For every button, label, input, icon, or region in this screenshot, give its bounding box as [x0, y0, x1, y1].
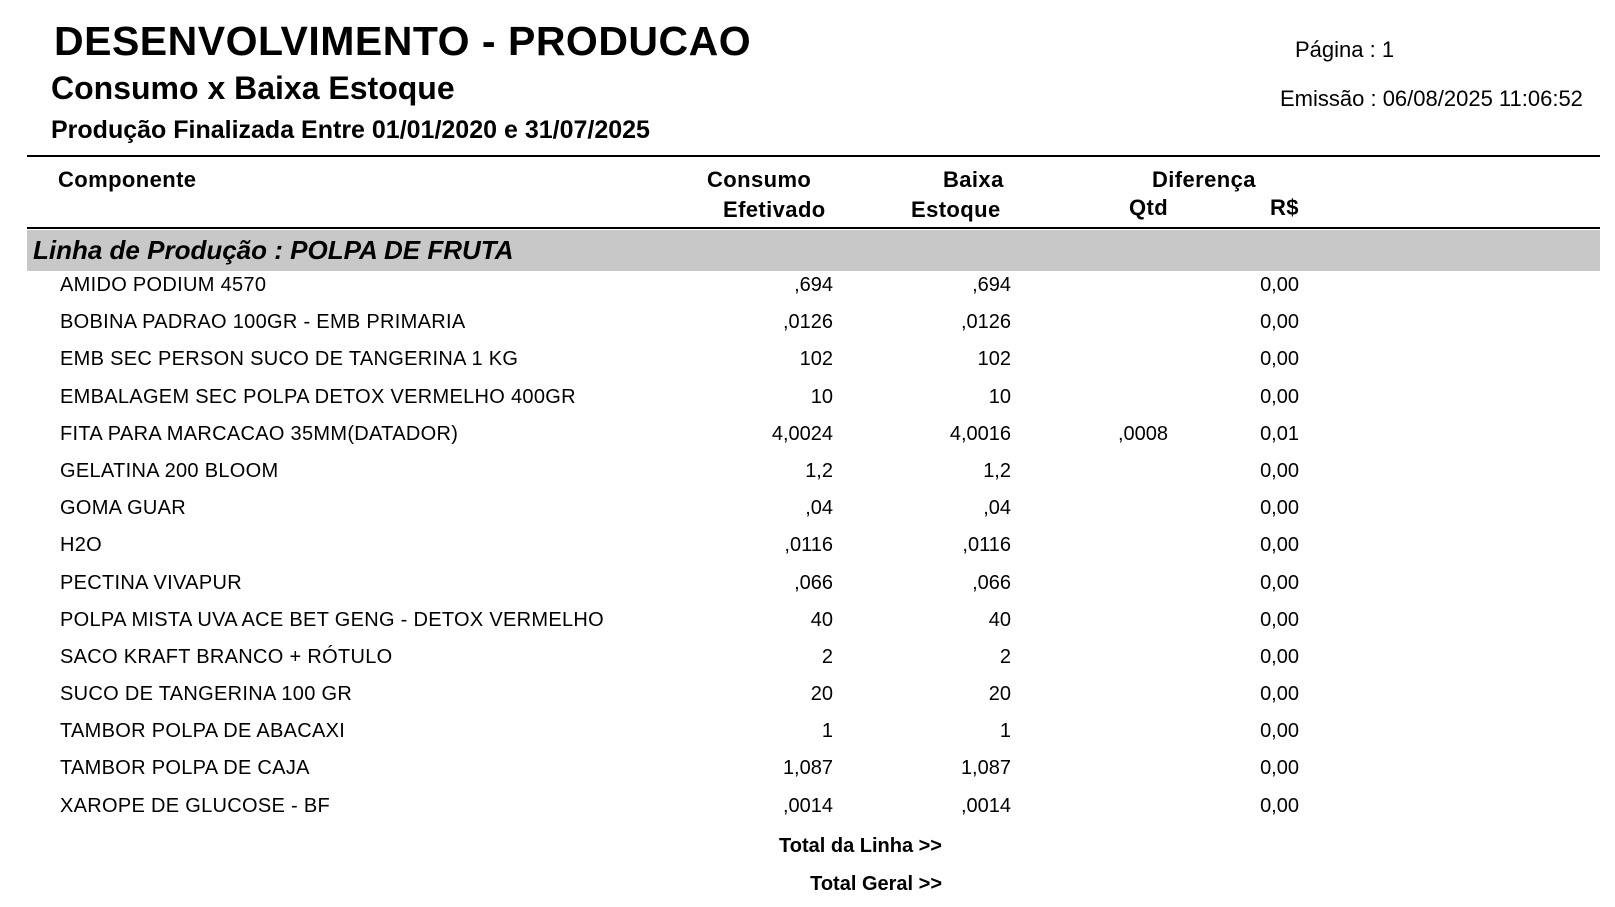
cell-consumo: 2 [821, 645, 833, 668]
table-row [0, 603, 1615, 640]
cell-consumo: 20 [810, 683, 833, 706]
cell-rs: 0,00 [1260, 385, 1299, 408]
table-row [0, 566, 1615, 603]
cell-componente: H2O [60, 534, 103, 557]
cell-componente: XAROPE DE GLUCOSE - BF [60, 794, 330, 817]
total-geral-label: Total Geral >> [810, 873, 942, 895]
cell-baixa: 1 [999, 720, 1011, 743]
table-row [0, 454, 1615, 491]
cell-baixa: ,694 [972, 274, 1011, 296]
table-row [0, 268, 1615, 305]
header-top-divider [27, 155, 1600, 157]
cell-rs: 0,01 [1260, 422, 1299, 445]
column-header-efetivado: Efetivado [723, 197, 826, 222]
cell-rs: 0,00 [1260, 274, 1299, 296]
group-label: Linha de Produção : POLPA DE FRUTA [33, 235, 514, 265]
cell-consumo: 1,2 [805, 459, 833, 482]
report-period: Produção Finalizada Entre 01/01/2020 e 31/07/2025 [51, 116, 650, 144]
cell-componente: BOBINA PADRAO 100GR - EMB PRIMARIA [60, 311, 466, 334]
cell-consumo: 4,0024 [771, 422, 833, 445]
cell-qtd: ,0008 [1117, 422, 1168, 445]
cell-rs: 0,00 [1260, 757, 1299, 780]
cell-componente: SACO KRAFT BRANCO + RÓTULO [60, 645, 393, 668]
table-row [0, 305, 1615, 342]
cell-baixa: 102 [977, 348, 1011, 371]
cell-baixa: 10 [988, 385, 1011, 408]
table-row [0, 714, 1615, 751]
cell-componente: PECTINA VIVAPUR [60, 571, 242, 594]
cell-rs: 0,00 [1260, 311, 1299, 334]
cell-consumo: 10 [810, 385, 833, 408]
column-header-baixa: Baixa [943, 167, 1004, 192]
cell-componente: SUCO DE TANGERINA 100 GR [60, 683, 353, 706]
cell-rs: 0,00 [1260, 683, 1299, 706]
column-header-diferenca: Diferença [1152, 167, 1256, 192]
column-header-consumo: Consumo [707, 167, 812, 192]
group-header-bar [27, 230, 1600, 271]
table-row [0, 751, 1615, 788]
total-linha-label: Total da Linha >> [779, 835, 942, 857]
table-row [0, 640, 1615, 677]
cell-componente: GOMA GUAR [60, 497, 187, 520]
cell-consumo: ,0116 [784, 534, 833, 557]
report-rows [0, 268, 1615, 826]
report-subtitle: Consumo x Baixa Estoque [51, 70, 455, 106]
table-row [0, 417, 1615, 454]
column-header-qtd: Qtd [1129, 195, 1169, 220]
cell-rs: 0,00 [1260, 720, 1299, 743]
table-row [0, 677, 1615, 714]
column-header-componente: Componente [58, 167, 197, 192]
cell-rs: 0,00 [1260, 497, 1299, 520]
cell-componente: TAMBOR POLPA DE ABACAXI [60, 720, 346, 743]
cell-componente: GELATINA 200 BLOOM [60, 459, 279, 482]
column-header-rs: R$ [1270, 195, 1299, 220]
column-header-estoque: Estoque [911, 197, 1001, 222]
cell-componente: AMIDO PODIUM 4570 [60, 274, 267, 296]
cell-baixa: 40 [988, 608, 1011, 631]
page-number: Página : 1 [1295, 37, 1395, 62]
cell-consumo: ,694 [794, 274, 833, 296]
cell-baixa: ,0116 [962, 534, 1011, 557]
cell-consumo: ,04 [805, 497, 833, 520]
table-row [0, 528, 1615, 565]
cell-baixa: 4,0016 [949, 422, 1011, 445]
emission-date: Emissão : 06/08/2025 11:06:52 [1280, 86, 1583, 111]
cell-rs: 0,00 [1260, 571, 1299, 594]
cell-componente: TAMBOR POLPA DE CAJA [60, 757, 310, 780]
cell-consumo: 102 [799, 348, 833, 371]
cell-consumo: ,0014 [782, 794, 833, 817]
cell-consumo: ,0126 [782, 311, 833, 334]
cell-componente: FITA PARA MARCACAO 35MM(DATADOR) [60, 422, 459, 445]
cell-baixa: ,0126 [960, 311, 1011, 334]
cell-baixa: 2 [999, 645, 1011, 668]
cell-consumo: 1,087 [782, 757, 833, 780]
cell-consumo: ,066 [794, 571, 833, 594]
table-row [0, 491, 1615, 528]
cell-baixa: ,066 [972, 571, 1011, 594]
cell-baixa: ,0014 [960, 794, 1011, 817]
cell-baixa: 1,087 [960, 757, 1011, 780]
cell-rs: 0,00 [1260, 348, 1299, 371]
cell-rs: 0,00 [1260, 608, 1299, 631]
cell-consumo: 40 [810, 608, 833, 631]
cell-componente: EMB SEC PERSON SUCO DE TANGERINA 1 KG [60, 348, 519, 371]
cell-rs: 0,00 [1260, 534, 1299, 557]
table-row [0, 789, 1615, 826]
cell-rs: 0,00 [1260, 794, 1299, 817]
table-row [0, 342, 1615, 379]
header-bottom-divider [27, 227, 1600, 229]
cell-consumo: 1 [821, 720, 833, 743]
cell-rs: 0,00 [1260, 459, 1299, 482]
table-row [0, 380, 1615, 417]
report-title: DESENVOLVIMENTO - PRODUCAO [54, 18, 752, 64]
cell-componente: EMBALAGEM SEC POLPA DETOX VERMELHO 400GR [60, 385, 576, 408]
cell-componente: POLPA MISTA UVA ACE BET GENG - DETOX VERMELHO [60, 608, 605, 631]
cell-baixa: 20 [988, 683, 1011, 706]
cell-baixa: 1,2 [983, 459, 1011, 482]
cell-rs: 0,00 [1260, 645, 1299, 668]
cell-baixa: ,04 [983, 497, 1011, 520]
